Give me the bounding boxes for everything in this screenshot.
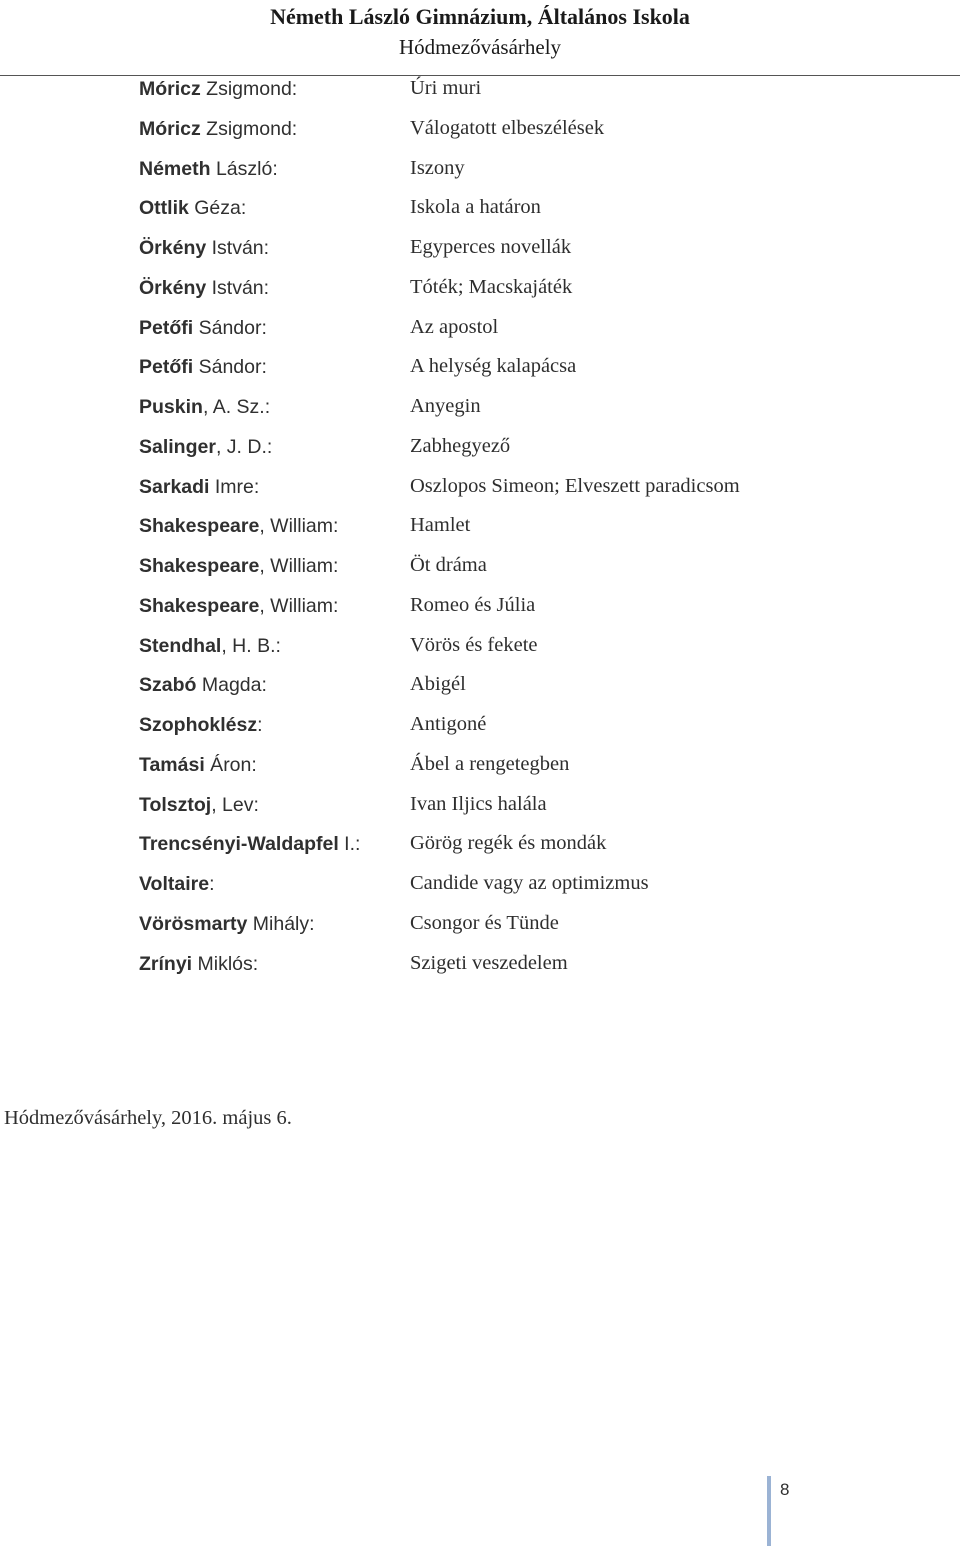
list-item	[0, 468, 960, 508]
author-surname: Shakespeare	[139, 594, 260, 617]
author-name	[139, 78, 297, 101]
author-given-name: Áron:	[204, 753, 257, 776]
book-title: A helység kalapácsa	[410, 355, 577, 378]
author-name	[139, 356, 267, 379]
author-surname: Németh	[139, 157, 211, 180]
book-title: Öt dráma	[410, 554, 487, 576]
author-surname: Móricz	[139, 117, 201, 140]
author-name	[139, 873, 215, 896]
author-given-name: Magda:	[196, 674, 267, 697]
book-title: Szigeti veszedelem	[410, 951, 568, 974]
author-surname: Örkény	[139, 276, 207, 299]
author-surname: Tolsztoj	[139, 793, 212, 816]
book-title: Görög regék és mondák	[410, 832, 607, 855]
list-item	[0, 746, 960, 786]
book-title: Antigoné	[410, 713, 487, 735]
author-name	[139, 635, 281, 658]
author-given-name: , William:	[259, 515, 339, 538]
author-given-name: Zsigmond:	[200, 78, 298, 100]
author-name	[139, 913, 315, 936]
author-surname: Shakespeare	[139, 515, 260, 538]
author-given-name: , William:	[259, 594, 339, 617]
author-given-name: Mihály:	[247, 912, 315, 935]
author-surname: Sarkadi	[139, 475, 210, 498]
list-item	[0, 825, 960, 865]
list-item	[0, 150, 960, 190]
book-title: Iskola a határon	[410, 196, 541, 219]
author-given-name: , A. Sz.:	[202, 396, 271, 418]
list-item	[0, 547, 960, 587]
page-number-accent-bar	[767, 1476, 771, 1546]
book-title: Candide vagy az optimizmus	[410, 872, 649, 894]
author-given-name: , J. D.:	[215, 435, 273, 458]
school-city: Hódmezővásárhely	[398, 35, 562, 59]
author-surname: Petőfi	[139, 316, 194, 339]
author-given-name: , H. B.:	[221, 634, 281, 657]
author-given-name: Miklós:	[192, 952, 259, 975]
book-title: Anyegin	[410, 395, 481, 417]
author-surname: Tamási	[139, 753, 205, 776]
author-name	[139, 197, 246, 220]
author-name	[139, 118, 297, 141]
author-given-name: Géza:	[188, 197, 247, 220]
author-name	[139, 794, 259, 817]
author-given-name: Zsigmond:	[200, 117, 298, 140]
list-item	[0, 70, 960, 110]
author-surname: Szabó	[139, 674, 197, 697]
author-given-name: , William:	[259, 555, 339, 577]
list-item	[0, 945, 960, 985]
author-name	[139, 833, 360, 856]
book-title: Egyperces novellák	[410, 236, 572, 258]
book-title: Válogatott elbeszélések	[410, 116, 605, 139]
book-title: Ábel a rengetegben	[410, 752, 570, 775]
author-given-name: István:	[206, 276, 270, 299]
author-surname: Móricz	[139, 78, 201, 100]
book-title: Abigél	[410, 673, 466, 696]
author-name	[139, 555, 338, 578]
book-title: Oszlopos Simeon; Elveszett paradicsom	[410, 474, 740, 497]
author-surname: Petőfi	[139, 356, 194, 379]
book-title: Tóték; Macskajáték	[410, 275, 573, 298]
author-surname: Puskin	[139, 396, 203, 418]
author-given-name: Sándor:	[193, 316, 267, 339]
list-item	[0, 786, 960, 826]
author-given-name: :	[209, 873, 215, 895]
book-title: Iszony	[410, 156, 465, 179]
author-name	[139, 277, 269, 300]
author-given-name: I.:	[338, 833, 361, 856]
author-surname: Zrínyi	[139, 952, 193, 975]
book-title: Romeo és Júlia	[410, 593, 536, 616]
list-item	[0, 388, 960, 428]
author-name	[139, 237, 269, 260]
author-surname: Örkény	[139, 237, 207, 259]
author-surname: Salinger	[139, 435, 216, 458]
book-title: Zabhegyező	[410, 434, 511, 457]
place-and-date: Hódmezővásárhely, 2016. május 6.	[4, 1107, 292, 1129]
author-given-name: , Lev:	[211, 793, 259, 816]
school-name: Németh László Gimnázium, Általános Iskola	[270, 4, 690, 29]
book-title: Vörös és fekete	[410, 633, 538, 656]
author-surname: Szophoklész	[139, 714, 258, 736]
author-name	[139, 515, 338, 538]
author-given-name: László:	[210, 157, 278, 180]
book-title: Úri muri	[410, 77, 482, 99]
list-item	[0, 627, 960, 667]
list-item	[0, 587, 960, 627]
reading-list	[0, 70, 960, 984]
author-name	[139, 953, 258, 976]
author-name	[139, 317, 267, 340]
author-surname: Trencsényi-Waldapfel	[139, 833, 339, 856]
list-item	[0, 229, 960, 269]
list-item	[0, 348, 960, 388]
author-surname: Stendhal	[139, 634, 222, 657]
book-title: Csongor és Tünde	[410, 911, 559, 934]
author-name	[139, 158, 278, 181]
list-item	[0, 865, 960, 905]
list-item	[0, 428, 960, 468]
author-given-name: :	[257, 714, 263, 736]
list-item	[0, 110, 960, 150]
list-item	[0, 507, 960, 547]
book-title: Hamlet	[410, 514, 471, 537]
author-surname: Vörösmarty	[139, 912, 248, 935]
author-name	[139, 595, 338, 618]
author-name	[139, 714, 263, 737]
list-item	[0, 905, 960, 945]
author-name	[139, 674, 267, 697]
list-item	[0, 706, 960, 746]
list-item	[0, 189, 960, 229]
book-title: Az apostol	[410, 315, 499, 338]
author-surname: Ottlik	[139, 197, 189, 220]
page-number: 8	[780, 1480, 790, 1499]
list-item	[0, 666, 960, 706]
book-title: Ivan Iljics halála	[410, 792, 547, 815]
author-name	[139, 476, 259, 499]
author-name	[139, 754, 257, 777]
list-item	[0, 309, 960, 349]
author-given-name: Imre:	[209, 475, 260, 498]
author-name	[139, 436, 272, 459]
list-item	[0, 269, 960, 309]
author-surname: Shakespeare	[139, 555, 260, 577]
author-given-name: István:	[206, 237, 270, 259]
author-surname: Voltaire	[139, 873, 210, 895]
author-given-name: Sándor:	[193, 356, 267, 379]
author-name	[139, 396, 270, 419]
